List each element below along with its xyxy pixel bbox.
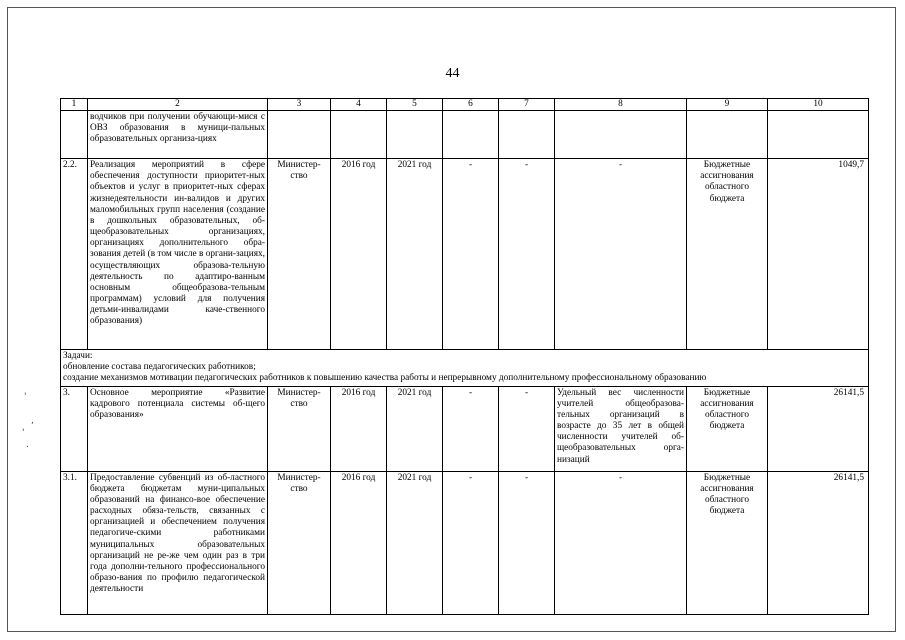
cell-col7: - [499, 159, 555, 350]
funding-source: Бюджетные ассигнования областного бюджета [687, 159, 768, 350]
tasks-title: Задачи: [63, 351, 93, 362]
cell-col6: - [443, 471, 499, 614]
measure-description: Предоставление субвенций из об-ластного бюджета бюджетам муни-ципальных образований на финансо-вое обеспечение расходных обяза-тельств, связанных с организацией и обеспечением получения педагогиче-скими работниками муниципальных образовательных организаций не ре-же чем один раз в три года дополни-тельного профессионального образо-вания по профилю педагогической деятельности [88, 471, 268, 614]
funding-source: Бюджетные ассигнования областного бюджета [687, 386, 768, 471]
header-cell: 5 [387, 99, 443, 111]
start-year: 2016 год [331, 159, 387, 350]
tasks-cell [61, 350, 869, 386]
table-row-tasks [61, 350, 869, 386]
cell-col7: - [499, 386, 555, 471]
header-cell: 6 [443, 99, 499, 111]
row-number: 3. [61, 386, 88, 471]
header-cell: 3 [268, 99, 331, 111]
start-year: 2016 год [331, 386, 387, 471]
indicator: - [555, 471, 687, 614]
table-row-3-1 [61, 471, 869, 614]
scan-mark: ' [22, 428, 25, 438]
end-year: 2021 год [387, 386, 443, 471]
funding-amount: 26141,5 [768, 471, 869, 614]
executor: Министер-ство [268, 471, 331, 614]
measure-description: водчиков при получении обучающи-мися с ОВЗ образования в муници-пальных образовательных организа-циях [88, 111, 268, 159]
indicator: - [555, 159, 687, 350]
page-number: 44 [445, 66, 460, 81]
header-cell: 1 [61, 99, 88, 111]
table-row-3 [61, 386, 869, 471]
start-year: 2016 год [331, 471, 387, 614]
funding-amount: 26141,5 [768, 386, 869, 471]
cell-col6: - [443, 386, 499, 471]
end-year: 2021 год [387, 159, 443, 350]
scan-mark: , [31, 416, 34, 426]
header-cell: 2 [88, 99, 268, 111]
header-cell: 8 [555, 99, 687, 111]
scan-mark: . [26, 440, 29, 450]
measure-description: Основное мероприятие «Развитие кадрового потенциала системы об-щего образования» [88, 386, 268, 471]
funding-source: Бюджетные ассигнования областного бюджета [687, 471, 768, 614]
table-row-continuation [61, 111, 869, 159]
header-cell: 4 [331, 99, 387, 111]
header-cell: 10 [768, 99, 869, 111]
row-number: 3.1. [61, 471, 88, 614]
executor: Министер-ство [268, 159, 331, 350]
funding-amount: 1049,7 [768, 159, 869, 350]
measure-description: Реализация мероприятий в сфере обеспечения доступности приоритет-ных объектов и услуг в приоритет-ных сферах жизнедеятельности ин-валидов и других маломобильных групп населения (создание в дошкольных образовательных, об-щеобразовательных организациях, организациях дополнительного обра-зования детей (в том числе в органи-зациях, осуществляющих образова-тельную деятельность по адаптиро-ванным основным общеобразова-тельным программам) условий для получения детьми-инвалидами каче-ственного образования) [88, 159, 268, 350]
end-year: 2021 год [387, 471, 443, 614]
executor: Министер-ство [268, 386, 331, 471]
header-cell: 9 [687, 99, 768, 111]
table-header-row [61, 99, 869, 111]
indicator: Удельный вес численности учителей общеобразова-тельных организаций в возрасте до 35 лет в общей численности учителей об-щеобразовательных орга-низаций [555, 386, 687, 471]
program-table [60, 98, 869, 615]
task-item: обновление состава педагогических работников; [63, 362, 256, 373]
scan-mark: ' [24, 392, 27, 402]
task-item: создание механизмов мотивации педагогических работников к повышению качества работы и непрерывному дополнительному профессиональному образованию [63, 373, 707, 384]
cell-col7: - [499, 471, 555, 614]
table-row-2-2 [61, 159, 869, 350]
row-number: 2.2. [61, 159, 88, 350]
header-cell: 7 [499, 99, 555, 111]
cell-col6: - [443, 159, 499, 350]
